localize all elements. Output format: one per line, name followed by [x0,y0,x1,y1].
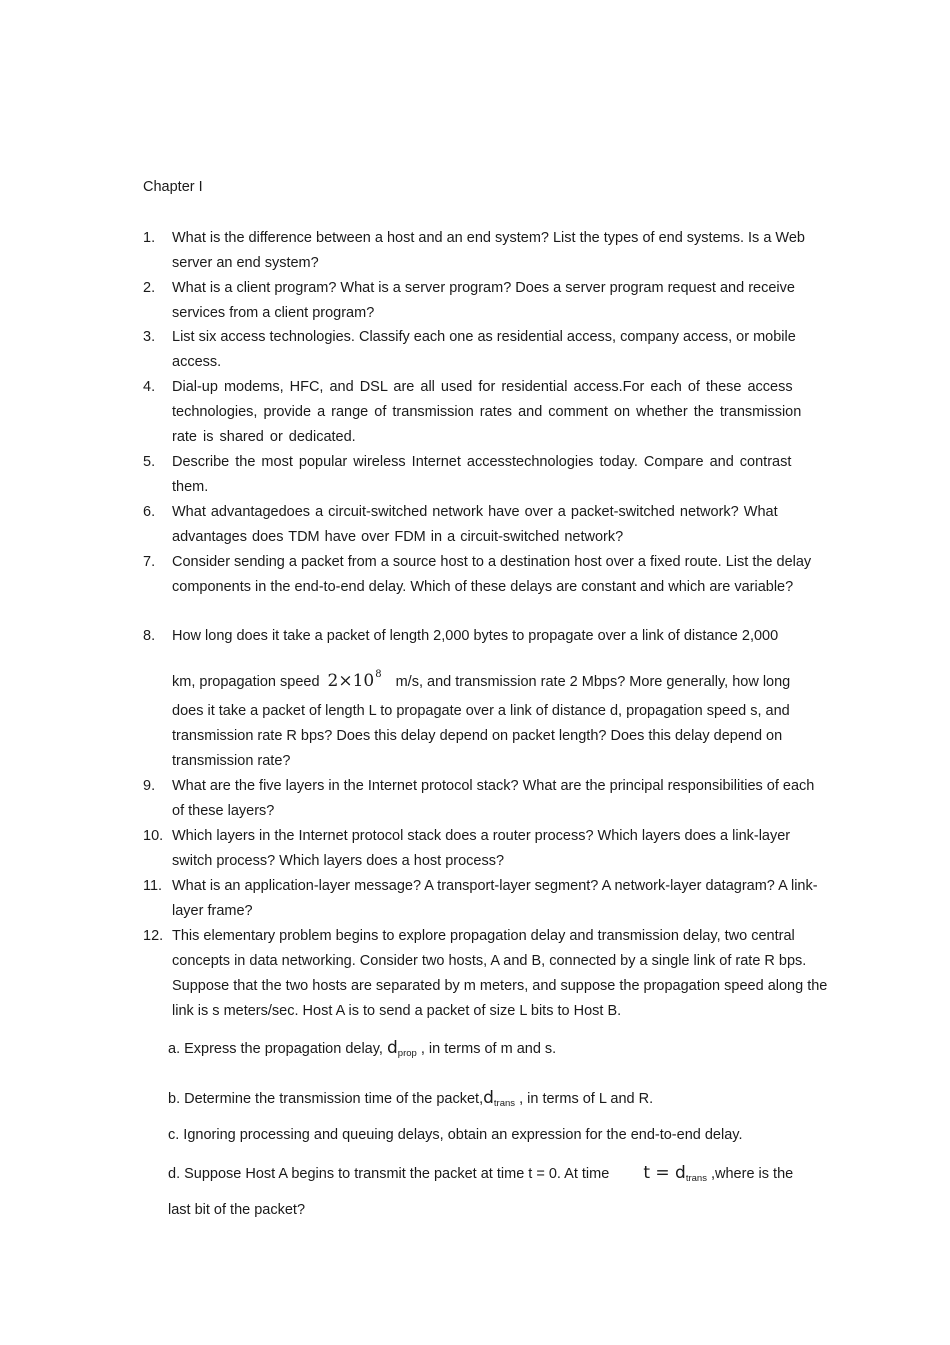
question-number: 9. [143,778,156,794]
question-8-rest [143,699,828,774]
question-number: 11. [143,878,163,894]
question-7 [143,550,828,600]
question-8-line-2 [143,662,828,695]
question-text: This elementary problem begins to explore propagation delay and transmission delay, two central concepts in data networking. Consider two hosts, A and B, connected by a single link of rate R bps. Suppose that the two hosts are separated by m meters, and suppose the propagation speed along the link is s meters/sec. Host A is to send a packet of size L bits to Host B. [172,928,828,1019]
propagation-speed-value: $2\times 10^8$ [327,669,382,691]
question-number: 5. [143,454,156,470]
question-number: 3. [143,329,156,345]
chapter-title: Chapter I [143,179,203,195]
question-6 [143,500,828,550]
question-text: Describe the most popular wireless Internet accesstechnologies today. Compare and contrast them. [172,454,792,495]
question-text: What is a client program? What is a server program? Does a server program request and receive services from a client program? [172,280,795,321]
question-number: 2. [143,280,156,296]
question-2 [143,276,828,326]
question-11 [143,874,828,924]
question-text: Which layers in the Internet protocol stack does a router process? Which layers does a link-layer switch process? Which layers does a host process? [172,828,791,869]
question-number: 7. [143,554,156,570]
question-number: 12. [143,928,164,944]
question-text: does it take a packet of length L to propagate over a link of distance d, propagation speed s, and transmission rate R bps? Does this delay depend on packet length? Does this delay depend on transmission rate? [172,703,790,769]
question-number: 1. [143,230,156,246]
delay-symbol: d [483,1088,494,1108]
question-8-line-2-post: m/s, and transmission rate 2 Mbps? More generally, how long [395,674,791,690]
question-text: Dial-up modems, HFC, and DSL are all used for residential access.For each of these access technologies, provide a range of transmission rates and comment on whether the transmission rate is shared or dedicated. [172,379,802,445]
question-text: What is the difference between a host and an end system? List the types of end systems. Is a Web server an end system? [172,230,805,271]
question-10 [143,824,828,874]
question-3 [143,325,828,375]
question-number: 4. [143,379,156,395]
question-8-line-2-pre: km, propagation speed [172,674,320,690]
subpart-c: c. Ignoring processing and queuing delays, obtain an expression for the end-to-end delay. [168,1127,743,1143]
subpart-b: b. Determine the transmission time of the $packet,d_{trans}$ , in terms of L and R. [168,1088,654,1109]
question-8 [143,624,828,649]
time-equation: t = d [643,1163,686,1183]
subpart-d: d. Suppose Host A begins to transmit the packet at time t = 0. At time $t = d_{trans}$ ,where is the [168,1163,794,1184]
delay-symbol: d [386,1038,398,1058]
subpart-d-line-2: last bit of the packet? [168,1202,306,1218]
subpart-a: a. Express the propagation delay, $d_{prop}$ , in terms of m and s. [168,1038,557,1059]
question-text: List six access technologies. Classify each one as residential access, company access, or mobile access. [172,329,796,370]
question-text: What advantagedoes a circuit-switched network have over a packet-switched network? What advantages does TDM have over FDM in a circuit-switched network? [172,504,778,545]
question-number: 10. [143,828,164,844]
question-number: 6. [143,504,156,520]
question-8-line-1: How long does it take a packet of length 2,000 bytes to propagate over a link of distance 2,000 [172,628,779,644]
question-5 [143,450,828,500]
question-1 [143,226,828,276]
question-12 [143,924,828,1024]
question-text: What are the five layers in the Internet protocol stack? What are the principal responsibilities of each of these layers? [172,778,815,819]
question-text: Consider sending a packet from a source host to a destination host over a fixed route. List the delay components in the end-to-end delay. Which of these delays are constant and which are variable? [172,554,812,595]
question-9 [143,774,828,824]
question-4 [143,375,828,450]
question-text: What is an application-layer message? A transport-layer segment? A network-layer datagram? A link-layer frame? [172,878,818,919]
question-number: 8. [143,628,156,644]
